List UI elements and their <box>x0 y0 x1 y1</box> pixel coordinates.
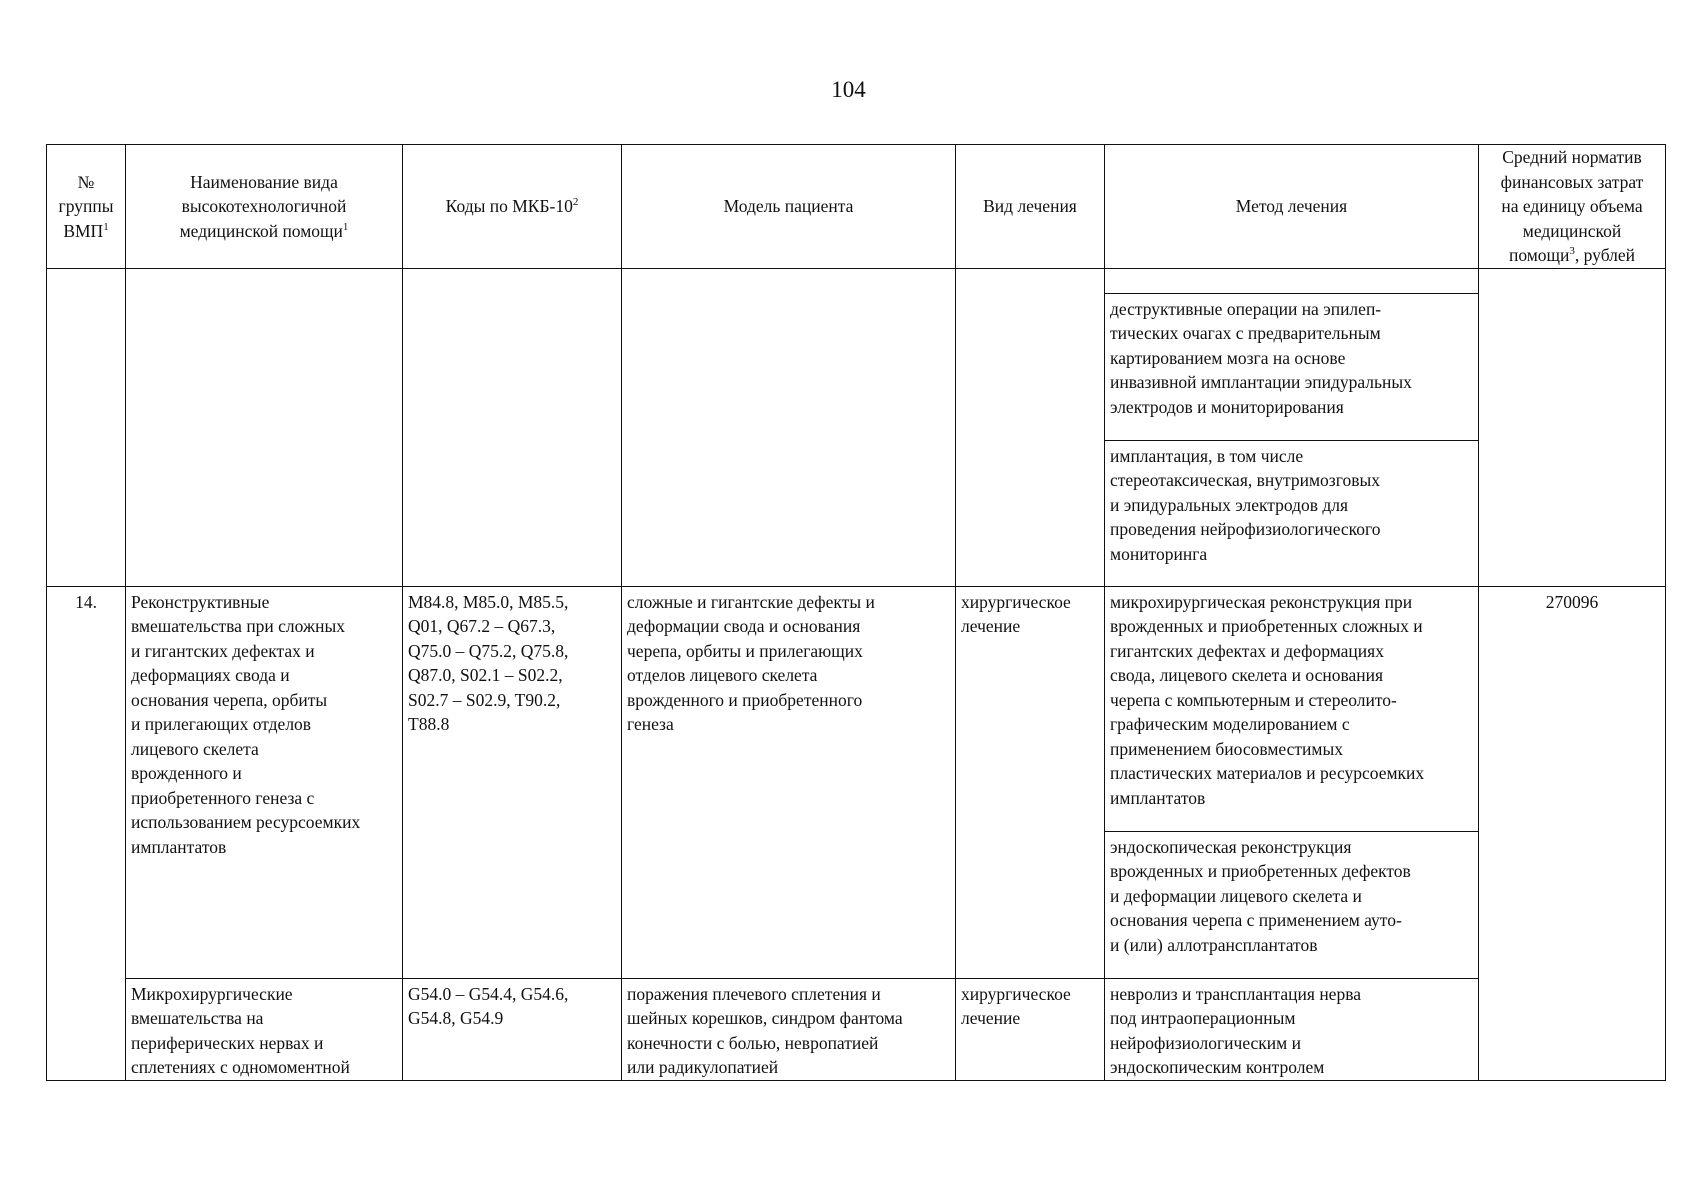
header-patient-model: Модель пациента <box>622 145 956 269</box>
method-cell: микрохирургическая реконструкция при врожденных и приобретенных сложных и гигантских дефектах и деформациях свода, лицевого скелета и основания черепа с компьютерным и стереолито- графическим моделированием с применением биосовместимых пластических материалов и ресурсоемких имплантатов <box>1105 586 1479 831</box>
continued-care-type-cell <box>126 268 403 586</box>
header-cost-norm: Средний норматив финансовых затрат на единицу объема медицинской помощи$^3$, рублей <box>1479 145 1666 269</box>
table-row <box>47 978 1666 1080</box>
icd-codes-cell: G54.0 – G54.4, G54.6, G54.8, G54.9 <box>403 978 622 1080</box>
continued-group-number-cell <box>47 268 126 586</box>
medical-care-table <box>46 144 1666 1081</box>
cost-cell: 270096 <box>1479 586 1666 1080</box>
group-number-cell: 14. <box>47 586 126 1080</box>
treatment-type-cell: хирургическое лечение <box>956 978 1105 1080</box>
method-cell: деструктивные операции на эпилеп- тических очагах с предварительным картированием мозга на основе инвазивной имплантации эпидуральных электродов и мониторирования <box>1105 293 1479 440</box>
continued-cost-cell <box>1479 268 1666 586</box>
patient-model-cell: поражения плечевого сплетения и шейных корешков, синдром фантома конечности с болью, невропатией или радикулопатией <box>622 978 956 1080</box>
header-icd-codes: Коды по МКБ-$10^2$ <box>403 145 622 269</box>
continued-icd-codes-cell <box>403 268 622 586</box>
continued-treatment-type-cell <box>956 268 1105 586</box>
icd-codes-cell: M84.8, M85.0, M85.5, Q01, Q67.2 – Q67.3, Q75.0 – Q75.2, Q75.8, Q87.0, S02.1 – S02.2, S02.7 – S02.9, T90.2, T88.8 <box>403 586 622 978</box>
method-cell: имплантация, в том числе стереотаксическая, внутримозговых и эпидуральных электродов для проведения нейрофизиологического мониторинга <box>1105 440 1479 586</box>
treatment-type-cell: хирургическое лечение <box>956 586 1105 978</box>
header-treatment-method: Метод лечения <box>1105 145 1479 269</box>
table-row <box>47 586 1666 831</box>
method-cell <box>1105 268 1479 293</box>
patient-model-cell: сложные и гигантские дефекты и деформации свода и основания черепа, орбиты и прилегающих отделов лицевого скелета врожденного и приобретенного генеза <box>622 586 956 978</box>
page-number: 104 <box>831 77 866 102</box>
care-type-cell: Микрохирургические вмешательства на периферических нервах и сплетениях с одномоментной <box>126 978 403 1080</box>
header-care-type: Наименование вида высокотехнологичной медицинской помощи$^1$ <box>126 145 403 269</box>
table-header-row <box>47 145 1666 269</box>
method-cell: невролиз и трансплантация нерва под интраоперационным нейрофизиологическим и эндоскопическим контролем <box>1105 978 1479 1080</box>
continued-patient-model-cell <box>622 268 956 586</box>
care-type-cell: Реконструктивные вмешательства при сложных и гигантских дефектах и деформациях свода и основания черепа, орбиты и прилегающих отделов лицевого скелета врожденного и приобретенного генеза с использованием ресурсоемких имплантатов <box>126 586 403 978</box>
header-treatment-type: Вид лечения <box>956 145 1105 269</box>
method-cell: эндоскопическая реконструкция врожденных и приобретенных дефектов и деформации лицевого скелета и основания черепа с применением ауто- и (или) аллотрансплантатов <box>1105 831 1479 978</box>
header-group-number: № группы ВМП$^1$ <box>47 145 126 269</box>
table-row <box>47 268 1666 293</box>
